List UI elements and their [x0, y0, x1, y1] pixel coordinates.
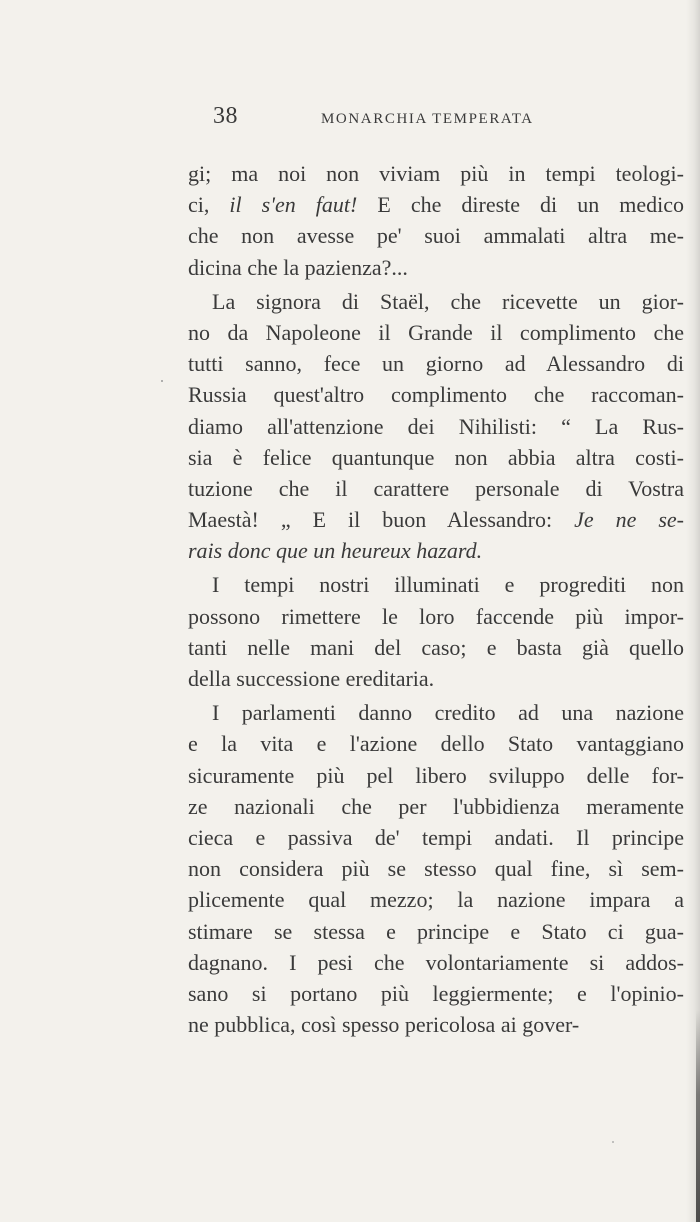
text-run: sia è felice quantunque non abbia altra costi-	[188, 444, 684, 470]
text-run: La signora di Staël, che ricevette un gior-	[212, 288, 684, 314]
text-line	[188, 569, 684, 600]
page-header	[188, 103, 684, 139]
paper-speck	[612, 1141, 614, 1143]
text-line	[188, 442, 684, 473]
text-line	[188, 916, 684, 947]
text-line	[188, 1009, 684, 1040]
text-run: cieca e passiva de' tempi andati. Il principe	[188, 824, 684, 850]
text-line	[188, 601, 684, 632]
running-title: MONARCHIA TEMPERATA	[321, 111, 534, 127]
text-run: Russia quest'altro complimento che raccoman-	[188, 382, 684, 408]
text-line	[188, 189, 684, 220]
text-run: no da Napoleone il Grande il complimento che	[188, 319, 684, 345]
text-line	[188, 978, 684, 1009]
paragraph	[188, 286, 684, 567]
text-line	[188, 158, 684, 189]
text-line	[188, 947, 684, 978]
italic-text-run: Je ne se-	[574, 507, 684, 533]
text-run: ne pubblica, così spesso pericolosa ai gover-	[188, 1012, 580, 1038]
text-line	[188, 348, 684, 379]
text-run: plicemente qual mezzo; la nazione impara a	[188, 887, 684, 913]
text-line	[188, 535, 684, 566]
text-run: stimare se stessa e principe e Stato ci gua-	[188, 918, 684, 944]
text-line	[188, 220, 684, 251]
text-run: ze nazionali che per l'ubbidienza meramente	[188, 793, 684, 819]
text-run: gi; ma noi non viviam più in tempi teologi-	[188, 161, 684, 186]
text-line	[188, 252, 684, 283]
text-run: della successione ereditaria.	[188, 666, 435, 691]
text-line	[188, 473, 684, 504]
paragraph	[188, 569, 684, 694]
paragraph	[188, 158, 684, 283]
text-line	[188, 884, 684, 915]
body-text	[188, 158, 684, 1040]
text-run: tuzione che il carattere personale di Vostra	[188, 475, 684, 501]
italic-text-run: rais donc que un heureux hazard.	[188, 538, 483, 564]
text-line	[188, 317, 684, 348]
text-line	[188, 663, 684, 694]
text-run: ci,	[188, 192, 230, 218]
text-line	[188, 504, 684, 535]
text-line	[188, 286, 684, 317]
text-run: sicuramente più pel libero sviluppo delle for-	[188, 762, 684, 788]
page-number: 38	[213, 103, 238, 129]
text-run: tutti sanno, fece un giorno ad Alessandro di	[188, 351, 684, 377]
text-run: che non avesse pe' suoi ammalati altra me-	[188, 223, 684, 249]
text-line	[188, 822, 684, 853]
text-run: I parlamenti danno credito ad una nazione	[212, 700, 684, 726]
paper-speck	[161, 380, 163, 382]
text-line	[188, 632, 684, 663]
text-run: tanti nelle mani del caso; e basta già quello	[188, 634, 684, 660]
text-run: Maestà! „ E il buon Alessandro:	[188, 507, 575, 533]
text-run: I tempi nostri illuminati e progrediti non	[212, 572, 684, 598]
text-run: E che direste di un medico	[357, 192, 684, 218]
text-run: non considera più se stesso qual fine, sì sem-	[188, 856, 684, 882]
text-line	[188, 760, 684, 791]
text-run: possono rimettere le loro faccende più impor-	[188, 603, 684, 629]
page-edge-line	[696, 1010, 700, 1222]
text-run: dicina che la pazienza?...	[188, 254, 408, 280]
text-line	[188, 411, 684, 442]
paragraph	[188, 697, 684, 1040]
text-line	[188, 379, 684, 410]
text-line	[188, 728, 684, 759]
text-run: dagnano. I pesi che volontariamente si addos-	[188, 949, 684, 975]
text-run: diamo all'attenzione dei Nihilisti: “ La Rus-	[188, 413, 684, 439]
text-line	[188, 697, 684, 728]
text-line	[188, 853, 684, 884]
text-line	[188, 791, 684, 822]
italic-text-run: il s'en faut!	[229, 192, 358, 218]
text-run: e la vita e l'azione dello Stato vantaggiano	[188, 731, 684, 757]
text-run: sano si portano più leggiermente; e l'opinio-	[188, 980, 684, 1006]
